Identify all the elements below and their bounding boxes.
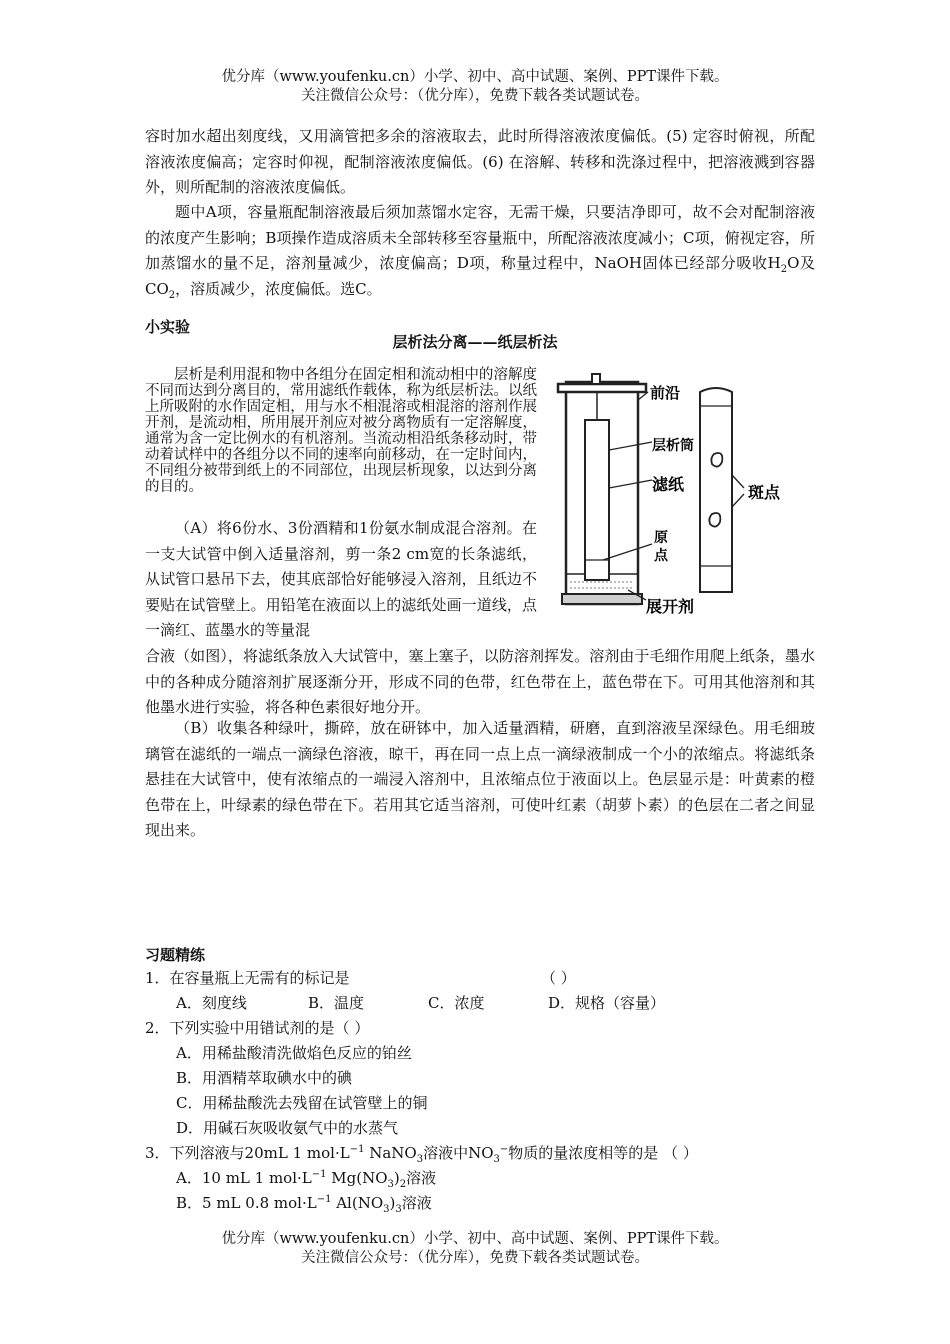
q3-a-text-b: Mg(NO [326,1169,388,1187]
q1-option-a: A．刻度线 [176,994,247,1012]
q3-a-sub2: 2 [399,1179,407,1190]
section-label-experiment: 小实验 [145,318,191,336]
q2-option-d: D．用碱石灰吸收氨气中的水蒸气 [176,1119,399,1137]
q3-a-sub: 3 [387,1179,394,1190]
intro-paragraph-1: 容时加水超出刻度线，又用滴管把多余的溶液取去，此时所得溶液浓度偏低。(5) 定容时俯视，所配溶液浓度偏高；定容时仰视，配制溶液浓度偏低。(6) 在溶解、转移和洗涤过程中，把溶液溅到容器外，则所配制的溶液浓度偏低。 [145,127,815,196]
q2-option-b: B．用酒精萃取碘水中的碘 [176,1069,353,1087]
footer-line-1: 优分库（www.youfenku.cn）小学、初中、高中试题、案例、PPT课件下载。 [221,1231,729,1247]
label-tube: 层析筒 [652,438,694,454]
filter-paper-strip [585,392,609,580]
intro-p2-text-a: 题中A项，容量瓶配制溶液最后须加蒸馏水定容，无需干燥，只要洁净即可，故不会对配制溶液的浓度产生影响；B项操作造成溶质未全部转移至容量瓶中，所配溶液浓度减小；C项，俯视定容，所加蒸馏水的量不足，溶剂量减少，浓度偏高；D项，称量过程中，NaOH固体已经部分吸收H [145,203,815,272]
question-3-stem [145,1141,698,1166]
intro-p2-text-b: O及CO [145,254,815,298]
q2-option-a: A．用稀盐酸清洗做焰色反应的铂丝 [176,1044,412,1062]
q3-option-b [176,1191,432,1216]
strip-detail [700,388,732,592]
header-line-2: 关注微信公众号：（优分库），免费下载各类试题试卷。 [301,88,649,104]
experiment-paragraph-1: 层析是利用混和物中各组分在固定相和流动相中的溶解度不同而达到分离目的，常用滤纸作载体，称为纸层析法。以纸上所吸附的水作固定相，用与水不相混溶或相混溶的溶剂作展开剂，是流动相，所用展开剂应对被分离物质有一定溶解度，通常为含一定比例水的有机溶剂。当流动相沿纸条移动时，带动着试样中的各组分以不同的速率向前移动，在一定时间内，不同组分被带到纸上的不同部位，出现层析现象，以达到分离的目的。 [145,367,537,495]
q3-b-text-c: ) [389,1194,396,1212]
page-footer [0,1230,950,1268]
question-1-stem: 1．在容量瓶上无需有的标记是 [145,969,350,987]
q3-b-text-b: Al(NO [331,1194,384,1212]
q3-stem-d: 物质的量浓度相等的是 （ ） [508,1144,698,1162]
label-paper: 滤纸 [652,475,685,494]
q3-a-text-a: A．10 mL 1 mol·L [176,1169,312,1187]
q3-option-a [176,1166,436,1191]
label-solvent: 展开剂 [646,597,695,616]
q3-b-sub2: 3 [395,1204,402,1215]
q3-a-text-c: ) [393,1169,400,1187]
experiment-paragraph-2-wrap: （A）将6份水、3份酒精和1份氨水制成混合溶剂。在一支大试管中倒入适量溶剂，剪一条2 cm宽的长条滤纸，从试管口悬吊下去，使其底部恰好能够浸入溶剂，且纸边不要贴在试管壁上。用铅笔在液面以上的滤纸处画一道线，点一滴红、蓝墨水的等量混 [145,519,537,639]
experiment-paragraph-3: （B）收集各种绿叶，撕碎，放在研钵中，加入适量酒精，研磨，直到溶液呈深绿色。用毛细玻璃管在滤纸的一端点一滴绿色溶液，晾干，再在同一点上点一滴绿液制成一个小的浓缩点。将滤纸条悬挂在大试管中，使有浓缩点的一端浸入溶剂中，且浓缩点位于液面以上。色层显示是：叶黄素的橙色带在上，叶绿素的绿色带在下。若用其它适当溶剂，可使叶红素（胡萝卜素）的色层在二者之间显现出来。 [145,719,815,839]
q1-option-b: B．温度 [308,994,365,1012]
chromatography-figure [548,370,810,620]
q3-stem-sub: 3 [416,1154,424,1165]
q3-stem-sup: −1 [349,1144,365,1155]
q3-a-text-d: 溶液 [406,1169,437,1187]
label-front: 前沿 [650,384,681,402]
intro-p2-sub-1: 2 [780,264,788,275]
intro-paragraph-2 [145,200,815,302]
experiment-title: 层析法分离——纸层析法 [392,333,558,351]
exercises-heading: 习题精练 [145,946,206,964]
q3-b-text-a: B．5 mL 0.8 mol·L [176,1194,317,1212]
q3-b-text-d: 溶液 [401,1194,432,1212]
q2-option-c: C．用稀盐酸洗去残留在试管壁上的铜 [176,1094,428,1112]
q3-b-sub: 3 [383,1204,390,1215]
q3-stem-sub2: 3 [493,1154,500,1165]
page-header [0,68,950,106]
q3-stem-c: 溶液中NO [423,1144,494,1162]
q1-option-d: D．规格（容量） [548,994,666,1012]
label-spots: 斑点 [748,483,781,502]
label-origin-2: 点 [654,548,668,564]
q1-option-c: C．浓度 [428,994,485,1012]
footer-line-2: 关注微信公众号：（优分库），免费下载各类试题试卷。 [301,1250,649,1266]
header-line-1: 优分库（www.youfenku.cn）小学、初中、高中试题、案例、PPT课件下载。 [221,69,729,85]
q3-stem-a: 3．下列溶液与20mL 1 mol·L [145,1144,350,1162]
question-1-blank: （ ） [541,969,576,987]
q3-a-sup: −1 [311,1169,327,1180]
intro-p2-text-c: ，溶质减少，浓度偏低。选C。 [175,279,382,298]
q3-stem-sup2: − [499,1144,509,1155]
question-2-stem: 2．下列实验中用错试剂的是（ ） [145,1019,370,1037]
q3-stem-b: NaNO [364,1144,417,1162]
question-1-options [176,991,665,1016]
intro-p2-sub-2: 2 [168,289,176,301]
experiment-paragraph-2-full: 合液（如图），将滤纸条放入大试管中，塞上塞子，以防溶剂挥发。溶剂由于毛细作用爬上纸条，墨水中的各种成分随溶剂扩展逐渐分开，形成不同的色带，红色带在上，蓝色带在下。可用其他溶剂和其他墨水进行实验，将各种色素很好地分开。 [145,647,815,716]
q3-b-sup: −1 [316,1194,332,1205]
label-origin-1: 原 [654,530,668,546]
